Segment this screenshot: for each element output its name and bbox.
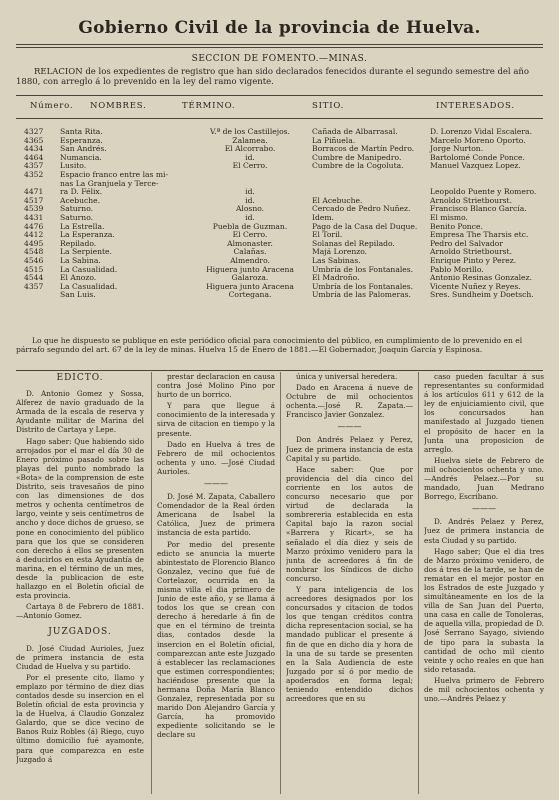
table-cell: Empresa The Tharsis etc. (430, 230, 529, 240)
table-cell: 4412 (24, 230, 44, 240)
table-top-rule (16, 95, 543, 96)
table-cell: El Acebuche. (312, 195, 363, 205)
table-cell: Pedro del Salvador (430, 238, 503, 248)
separator-rule: ——— (204, 479, 228, 489)
table-cell: La Casualidad. (60, 281, 118, 291)
table-cell: Santa Rita. (60, 127, 103, 136)
paragraph: Hago saber; Que el dia tres de Marzo próximo venidero, de dos á tres de la tarde, se han de rematar en el mejor postor en los Estrados de este Juzgado y simultáneamente en los de la villa de San Juan del Puerto, una casa en calle de Tonoleras, de aquella villa, propiedad de D. José Serrano Sayago, siviendo de tipo para la subasta la cantidad de ocho mil ciento veinte y ocho reales en que han sido retasada. (424, 546, 544, 674)
paragraph: caso pueden facultar á sus representantes su conformidad á los artículos 611 y 612 de la ley de enjuiciamiento civil, que los concursados han manifestado al Juzgado tienen el propósito de hacer en la Junta una proposicion de arreglo. (424, 372, 544, 454)
terminos-column (190, 128, 310, 300)
table-cell: Majá Lorenzo. (312, 247, 368, 257)
table-cell: 4434 (24, 144, 44, 154)
table-cell: Benito Ponce. (430, 221, 483, 231)
table-cell: La Casualidad. (60, 264, 118, 274)
table-cell: Leopoldo Puente y Romero. (430, 187, 537, 197)
table-cell: El Cerro. (232, 230, 268, 240)
table-cell: id. (245, 187, 255, 197)
column-divider (280, 372, 281, 794)
table-cell: Arnoldo Strietbourst. (430, 247, 513, 257)
table-cell: id. (245, 195, 255, 205)
edicto-heading: EDICTO. (56, 373, 104, 383)
table-cell: 4544 (24, 273, 44, 283)
header-bottom-rule (16, 118, 543, 119)
table-cell: Arnoldo Strietbourst. (430, 195, 513, 205)
table-cell: Saturno. (60, 212, 94, 222)
page-title: Gobierno Civil de la provincia de Huelva. (78, 18, 481, 38)
paragraph: Por el presente cito, llamo y emplazo por término de diez dias contados desde su insercion en el Boletín oficial de esta provincia y la de Huelva, á Claudio Gonzalez Galardo, que se dice vecino de Banos Ruiz Robles (á) Riego, cuyo último domicilio fué ayamonte, para que comparezca en este Juzgado á (16, 672, 144, 764)
table-cell: Cumbre de la Cogoluta. (312, 161, 404, 171)
table-cell: Higuera junto Aracena (206, 264, 294, 274)
table-cell: D. Lorenzo Vidal Escalera. (430, 127, 532, 136)
col-header-numero: Número. (30, 101, 74, 111)
table-cell: ra D. Félix. (60, 187, 103, 197)
table-cell: Pago de la Casa del Duque. (312, 221, 418, 231)
table-cell: Idem. (312, 212, 334, 222)
paragraph: Cartaya 8 de Febrero de 1881. —Antonio Gomez. (16, 602, 144, 621)
paragraph: Por medio del presente edicto se anuncia la muerte abintestato de Florencio Blanco Gonzalez, vecino que fué de Cortelazor, ocurrida en la misma villa el dia primero de Junio de este año, y se llama á todos los que se crean con derecho á heredarle á fin de que en el término de treinta dias, contados desde la insercion en el Boletín oficial, comparezcan ante este Juzgado á establecer las reclamaciones que estimen correspondientes; haciéndose presente que la hermana Doña María Blanco Gonzalez, representada por su marido Don Alejandro García y García, ha promovido expediente solicitando se le declare su (157, 539, 275, 740)
table-cell: Cañada de Albarrasal. (312, 127, 398, 136)
table-cell: La Piñuela. (312, 135, 356, 145)
col-header-nombres: NOMBRES. (90, 101, 147, 111)
paragraph: Y para que llegue á conocimiento de la interesada y sirva de citacion en tiempo y la presente. (157, 401, 275, 438)
table-cell: 4357 (24, 281, 44, 291)
table-cell: 4464 (24, 152, 44, 162)
table-cell: La Esperanza. (60, 230, 115, 240)
table-cell: 4431 (24, 212, 44, 222)
paragraph: D. Andrés Pelaez y Perez, Juez de primera instancia de esta Ciudad y su partido. (424, 517, 544, 545)
title-rule (16, 44, 543, 45)
table-cell: Cumbre de Manipedro. (312, 152, 402, 162)
table-cell: Esperanza. (60, 135, 103, 145)
paragraph: Hace saber: Que por providencia del día cinco del corriente en los autos de concurso necesario que por virtud de declarada la sombrereria establecida en esta Capital bajo la razon social «Barrera y Ricart», se ha señalado el día diez y seis de Marzo próximo venidero para la junta de acreedores á fin de nombrar los Síndicos de dicho concurso. (286, 464, 413, 583)
separator-rule: ——— (472, 504, 496, 514)
table-cell: 4365 (24, 135, 44, 145)
table-cell: Alosno. (235, 204, 265, 214)
table-cell: V.ª de los Castillejos. (210, 127, 290, 136)
table-cell: 4546 (24, 255, 44, 265)
table-cell: El mismo. (430, 212, 468, 222)
column-divider (151, 372, 152, 794)
table-cell: id. (245, 212, 255, 222)
table-cell: 4352 (24, 169, 44, 179)
table-cell: Calañas. (233, 247, 267, 257)
paragraph: Y para inteligencia de los acreedores designados por los concursados y citacion de todos los que tengan créditos contra dicha representacion social, se ha mandado publicar el presente á fin de que en dicho dia y hora de la una de su tarde se presenten en la Sala Audiencia de este Juzgado por sí ó por medio de apoderados en forma legal; teniendo entendido dichos acreedores que en su (286, 584, 413, 704)
column-1 (16, 372, 144, 796)
table-cell: Borracos de Martín Pedro. (312, 144, 415, 154)
table-cell: Puebla de Guzman. (212, 221, 288, 231)
col-header-sitio: SITIO. (312, 101, 345, 111)
relacion-paragraph: RELACION de los expedientes de registro que han sido declarados fenecidos durante el segundo semestre del año 1880, con arreglo á lo prevenido en la ley del ramo vigente. (16, 67, 530, 87)
table-cell: San Andrés. (60, 144, 107, 154)
column-4 (424, 372, 544, 796)
table-cell: Repilado. (60, 238, 97, 248)
table-cell: Las Sabinas. (312, 255, 361, 265)
column-2 (157, 372, 275, 796)
paragraph: D. Antonio Gomez y Sossa, Alferez de navío graduado de la Armada de la escala de reserva y Ayudante militar de Marina del Distrito de Cartaya y Lepe. (16, 389, 144, 435)
table-cell: La Sabina. (60, 255, 101, 265)
table-cell: 4471 (24, 187, 44, 197)
table-cell: Sres. Sundheim y Doetsch. (430, 290, 534, 300)
table-cell: El Toril. (312, 230, 343, 240)
table-cell: San Luis. (60, 290, 96, 300)
table-cell: Jorge Nurton. (430, 144, 484, 154)
interesados-column (400, 128, 548, 300)
table-cell: El Cerro. (232, 161, 268, 171)
table-cell: 4515 (24, 264, 44, 274)
table-cell: Bartolomé Conde Ponce. (430, 152, 525, 162)
table-cell: 4539 (24, 204, 44, 214)
publication-note: Lo que he dispuesto se publique en este periódico oficial para conocimiento del público, en cumplimiento de lo prevenido en el párrafo segundo del art. 67 de la ley de minas. Huelva 15 de Enero de 1881.—El Gobernador, Joaquin García y Espinosa. (16, 336, 523, 355)
paragraph: Don Andrés Pelaez y Perez, Juez de primera instancia de esta Capital y su partido. (286, 435, 413, 463)
table-cell: Antonio Resinas Gonzalez. (430, 273, 532, 283)
table-cell: Espacio franco entre las mi- (60, 169, 169, 179)
table-cell: Galaroza. (231, 273, 269, 283)
table-cell: Almendro. (230, 255, 270, 265)
table-cell: La Estrella. (60, 221, 105, 231)
table-cell: La Serpiente. (60, 247, 112, 257)
title-rule-2 (16, 47, 543, 48)
table-cell: Umbría de los Fontanales. (312, 281, 414, 291)
paragraph: Dado en Aracena á nueve de Octubre de mil ochocientos ochenta.—José R. Zapata.—Francisco Javier Gonzalez. (286, 383, 413, 420)
column-3 (286, 372, 413, 796)
table-cell: 4357 (24, 161, 44, 171)
table-cell: El Alcorrabo. (224, 144, 276, 154)
separator-rule: ——— (337, 422, 362, 432)
paragraph: Huelva siete de Febrero de mil ochocientos ochenta y uno.—Andrés Pelaez.—Por su mandado, Juan Medrano Borrego, Escribano. (424, 455, 544, 502)
table-cell: Umbría de los Fontanales. (312, 264, 414, 274)
table-cell: Acebuche. (60, 195, 101, 205)
table-cell: Solanas del Repilado. (312, 238, 395, 248)
table-cell: Francisco Blanco García. (430, 204, 527, 214)
table-cell: Vicente Nuñez y Reyes. (430, 281, 521, 291)
table-cell: Umbría de las Palomeras. (312, 290, 411, 300)
table-cell: 4517 (24, 195, 44, 205)
col-header-termino: TÉRMINO. (182, 101, 236, 111)
table-cell: Cortegana. (228, 290, 272, 300)
table-cell: Almonaster. (227, 238, 273, 248)
numbers-column (24, 128, 62, 291)
table-cell: Saturno. (60, 204, 94, 214)
table-cell: Zalamea. (232, 135, 268, 145)
columns-top-rule (16, 370, 543, 371)
table-cell: Pablo Morillo. (430, 264, 484, 274)
paragraph: Dado en Huelva á tres de Febrero de mil ochocientos ochenta y uno. —José Ciudad Aurioles. (157, 439, 275, 476)
table-cell: 4476 (24, 221, 44, 231)
paragraph: única y universal heredera. (296, 372, 398, 381)
table-cell: El Anozo. (60, 273, 97, 283)
names-column (60, 128, 188, 300)
table-cell: Numancia. (60, 152, 102, 162)
table-cell: Higuera junto Aracena (206, 281, 294, 291)
table-cell: nas La Granjuela y Terce- (60, 178, 159, 188)
paragraph: Hago saber: Que habiendo sido arrojados por el mar el día 30 de Enero próximo pasado sobre las playas del punto nombrado la «Bota» de la comprension de este Distrito, seis travesaños de pino con las dimensiones de dos metros y ochenta centímetros de largo, veinte y seis centímetros de ancho y doce dichos de grueso, se pone en conocimiento del público para que los que se consideren con derecho á ellos se presenten á deducirlos en esta Ayudantía de marina, en el término de un mes, desde la publicacion de este hallazgo en el Boletín oficial de esta provincia. (16, 436, 144, 601)
paragraph: prestar declaracion en causa contra José Molino Pino por hurto de un borrico. (157, 372, 275, 400)
table-cell: Cercado de Pedro Nuñez. (312, 204, 411, 214)
table-cell: Enrique Pinto y Perez. (430, 255, 517, 265)
col-header-interesados: INTERESADOS. (436, 101, 515, 111)
table-cell: Lusito. (60, 161, 87, 171)
table-cell: id. (245, 152, 255, 162)
table-cell: 4495 (24, 238, 44, 248)
table-cell (430, 171, 548, 180)
column-divider (418, 372, 419, 794)
table-cell: El Madroño. (312, 273, 360, 283)
paragraph: Huelva primero de Febrero de mil ochocientos ochenta y uno.—Andrés Pelaez y (424, 675, 544, 704)
section-heading: SECCION DE FOMENTO.—MINAS. (191, 54, 368, 64)
table-cell: 4548 (24, 247, 44, 257)
table-cell: Manuel Vazquez Lopez. (430, 161, 521, 171)
table-cell: 4327 (24, 127, 44, 136)
table-cell: Marcelo Moreno Oporto. (430, 135, 526, 145)
paragraph: D. José Ciudad Aurioles, Juez de primera instancia de esta Ciudad de Huelva y su partido. (16, 643, 144, 671)
juzgados-heading: JUZGADOS. (48, 627, 112, 638)
paragraph: D. José M. Zapata, Caballero Comendador de la Real órden Americana de Isabel la Católica, Juez de primera instancia de esta partido. (157, 492, 275, 538)
